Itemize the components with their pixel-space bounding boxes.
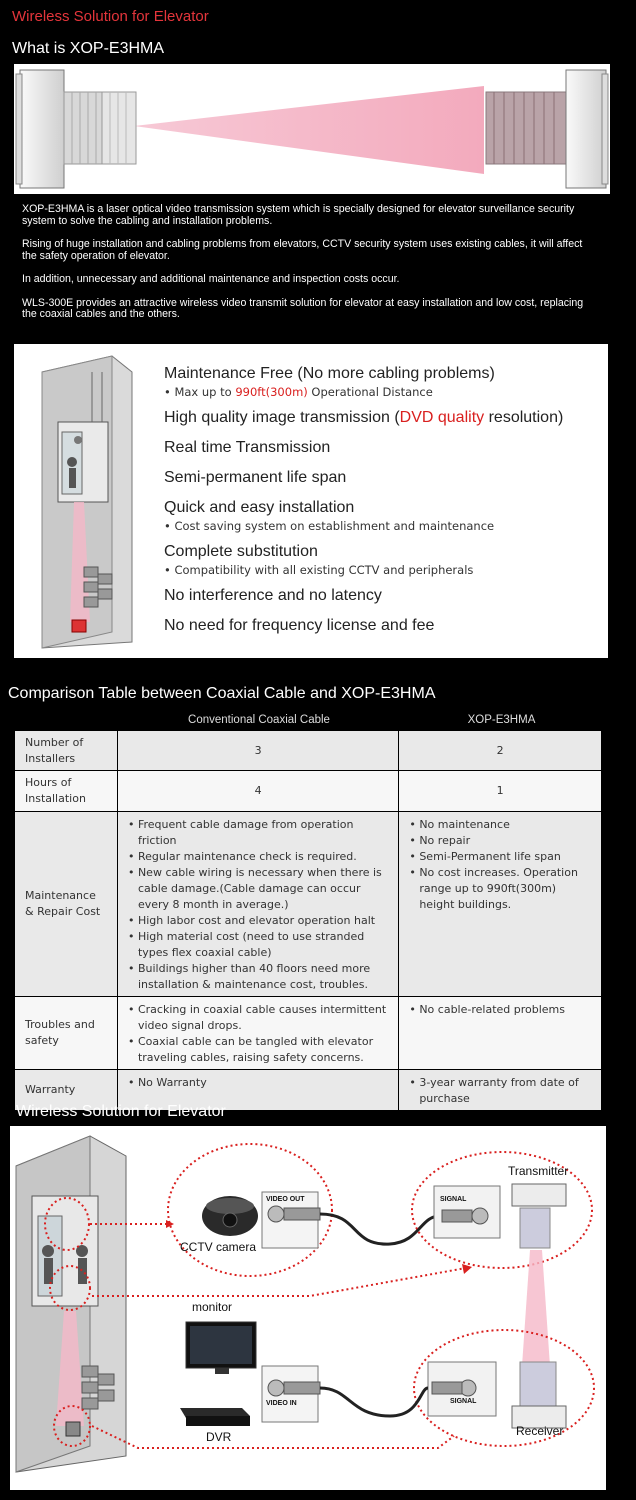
intro-paragraph: In addition, unnecessary and additional maintenance and inspection costs occur. <box>22 273 400 285</box>
list-item: • New cable wiring is necessary when there is cable damage.(Cable damage can occur every 8 month in average.) <box>128 865 388 913</box>
list-item: • Frequent cable damage from operation friction <box>128 817 388 849</box>
intro-paragraph: WLS-300E provides an attractive wireless video transmit solution for elevator at easy installation and low cost, replacing the coaxial cables and the others. <box>22 296 584 320</box>
elevator-shaft-illustration <box>22 352 152 650</box>
feature-real-time: Real time Transmission <box>164 439 331 456</box>
table-row <box>15 731 602 771</box>
feature-no-license: No need for frequency license and fee <box>164 617 435 634</box>
list-item: • No cable-related problems <box>409 1002 591 1018</box>
list-item: • No Warranty <box>128 1075 388 1091</box>
list-item: • Cracking in coaxial cable causes intermittent video signal drops. <box>128 1002 388 1034</box>
comparison-table <box>14 730 602 1111</box>
cell-xop <box>399 1070 602 1111</box>
feature-image-quality <box>164 408 604 428</box>
feature-sub-text: • Max up to <box>164 385 236 399</box>
list-item: • No cost increases. Operation range up to 990ft(300m) height buildings. <box>409 865 591 913</box>
list-item: • No maintenance <box>409 817 591 833</box>
bullet-list <box>128 1002 388 1066</box>
feature-sub-cost: • Cost saving system on establishment and maintenance <box>164 519 495 533</box>
table-row <box>15 997 602 1070</box>
cell-coaxial <box>117 997 398 1070</box>
feature-sub-distance <box>164 384 604 400</box>
list-item: • High material cost (need to use stranded types flex coaxial cable) <box>128 929 388 961</box>
cell-xop <box>399 812 602 997</box>
column-header-xop: XOP-E3HMA <box>467 714 536 726</box>
feature-life-span: Semi-permanent life span <box>164 469 347 486</box>
cell-xop <box>399 997 602 1070</box>
section-title-diagram: Wireless Solution for Elevator <box>16 1103 226 1120</box>
feature-sub-text: Operational Distance <box>307 385 433 399</box>
label-signal-rx: SIGNAL <box>450 1398 477 1405</box>
feature-no-interference: No interference and no latency <box>164 587 382 604</box>
row-label: Number of Installers <box>15 731 118 771</box>
row-label: Maintenance & Repair Cost <box>15 812 118 997</box>
list-item: • No repair <box>409 833 591 849</box>
label-cctv-camera: CCTV camera <box>180 1240 257 1254</box>
label-video-out: VIDEO OUT <box>266 1196 305 1203</box>
row-label: Troubles and safety <box>15 997 118 1070</box>
hero-image <box>14 64 610 194</box>
feature-highlight: DVD quality <box>399 409 485 426</box>
intro-paragraph: Rising of huge installation and cabling problems from elevators, CCTV security system uses existing cables, it will affect the safety operation of elevator. <box>22 238 583 262</box>
bullet-list <box>128 1075 388 1091</box>
feature-list <box>164 364 604 636</box>
bullet-list <box>409 1002 591 1018</box>
section-title-comparison: Comparison Table between Coaxial Cable and XOP-E3HMA <box>8 685 436 702</box>
cell-coaxial: 4 <box>117 771 398 812</box>
feature-text: resolution) <box>484 409 564 426</box>
wireless-diagram <box>10 1126 606 1490</box>
list-item: • 3-year warranty from date of purchase <box>409 1075 591 1107</box>
feature-maintenance-free: Maintenance Free (No more cabling problems) <box>164 365 495 382</box>
page-title: Wireless Solution for Elevator <box>12 8 209 25</box>
feature-quick-install: Quick and easy installation <box>164 499 355 516</box>
cell-xop: 1 <box>399 771 602 812</box>
label-monitor: monitor <box>192 1300 233 1314</box>
bullet-list <box>128 817 388 993</box>
label-dvr: DVR <box>206 1430 232 1444</box>
label-signal-tx: SIGNAL <box>440 1196 467 1203</box>
table-row <box>15 771 602 812</box>
table-row <box>15 812 602 997</box>
feature-substitution: Complete substitution <box>164 543 318 560</box>
label-video-in: VIDEO IN <box>266 1400 297 1407</box>
section-title-intro: What is XOP-E3HMA <box>12 40 165 57</box>
column-header-coaxial: Conventional Coaxial Cable <box>188 714 330 726</box>
list-item: • Semi-Permanent life span <box>409 849 591 865</box>
feature-text: High quality image transmission ( <box>164 409 400 426</box>
list-item: • High labor cost and elevator operation halt <box>128 913 388 929</box>
list-item: • Regular maintenance check is required. <box>128 849 388 865</box>
label-transmitter: Transmitter <box>508 1164 569 1178</box>
intro-description <box>22 204 592 333</box>
features-panel <box>14 344 608 658</box>
cell-coaxial: 3 <box>117 731 398 771</box>
feature-sub-highlight: 990ft(300m) <box>235 385 308 399</box>
cell-xop: 2 <box>399 731 602 771</box>
bullet-list <box>409 817 591 913</box>
label-receiver: Receiver <box>516 1424 564 1438</box>
intro-paragraph: XOP-E3HMA is a laser optical video transmission system which is specially designed for elevator surveillance security system to solve the cabling and installation problems. <box>22 203 575 227</box>
cell-coaxial <box>117 812 398 997</box>
row-label: Hours of Installation <box>15 771 118 812</box>
list-item: • Buildings higher than 40 floors need more installation & maintenance cost, troubles. <box>128 961 388 993</box>
list-item: • Coaxial cable can be tangled with elevator traveling cables, raising safety concerns. <box>128 1034 388 1066</box>
bullet-list <box>409 1075 591 1107</box>
row-label: Warranty <box>15 1070 118 1111</box>
feature-sub-compat: • Compatibility with all existing CCTV and peripherals <box>164 563 474 577</box>
